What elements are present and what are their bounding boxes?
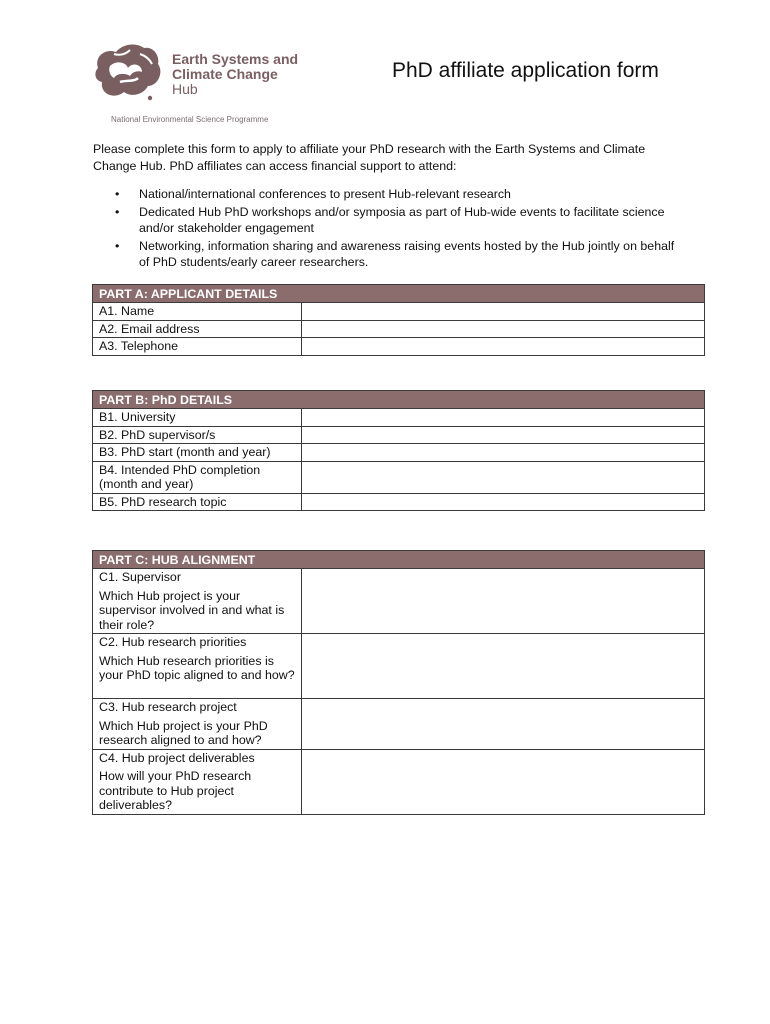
part-b-header: PART B: PhD DETAILS [93, 391, 705, 409]
field-label: A1. Name [93, 303, 302, 321]
page-title: PhD affiliate application form [392, 59, 659, 82]
list-item [115, 238, 685, 271]
phd-start-field[interactable] [302, 444, 705, 462]
logo-line-1: Earth Systems and [172, 51, 299, 67]
benefits-list [115, 186, 685, 272]
table-row [93, 320, 705, 338]
table-header-row [93, 391, 705, 409]
email-field[interactable] [302, 320, 705, 338]
field-label: B1. University [93, 409, 302, 427]
table-header-row [93, 285, 705, 303]
research-priorities-field[interactable] [302, 634, 705, 699]
table-header-row [93, 551, 705, 569]
part-c-table [92, 550, 705, 815]
research-topic-field[interactable] [302, 493, 705, 511]
supervisor-role-field[interactable] [302, 569, 705, 634]
table-row [93, 699, 705, 750]
question-cell [93, 699, 302, 750]
question-label: C4. Hub project deliverables [99, 750, 255, 765]
hub-logo [92, 40, 322, 125]
list-item-text: National/international conferences to present Hub-relevant research [139, 187, 511, 201]
question-cell [93, 749, 302, 814]
earth-systems-logo-icon [92, 42, 164, 104]
question-cell [93, 569, 302, 634]
field-label: B5. PhD research topic [93, 493, 302, 511]
telephone-field[interactable] [302, 338, 705, 356]
question-text: Which Hub project is your supervisor involved in and what is their role? [99, 588, 285, 632]
table-row [93, 426, 705, 444]
field-label: B2. PhD supervisor/s [93, 426, 302, 444]
logo-subtitle: National Environmental Science Programme [111, 115, 269, 124]
table-row [93, 749, 705, 814]
research-project-field[interactable] [302, 699, 705, 750]
table-row [93, 461, 705, 493]
table-row [93, 303, 705, 321]
logo-line-3: Hub [172, 81, 198, 97]
field-label: B3. PhD start (month and year) [93, 444, 302, 462]
part-a-table [92, 284, 705, 356]
project-deliverables-field[interactable] [302, 749, 705, 814]
question-text: How will your PhD research contribute to Hub project deliverables? [99, 769, 252, 812]
university-field[interactable] [302, 409, 705, 427]
bullet-icon: • [115, 187, 120, 201]
part-a-header: PART A: APPLICANT DETAILS [93, 285, 705, 303]
question-label: C2. Hub research priorities [99, 635, 247, 649]
list-item [115, 204, 685, 237]
question-cell [93, 634, 302, 699]
list-item-text: Networking, information sharing and awareness raising events hosted by the Hub jointly on behalf of PhD students/early career researchers. [139, 238, 675, 269]
table-row [93, 569, 705, 634]
field-label: A2. Email address [93, 320, 302, 338]
logo-line-2: Climate Change [172, 66, 278, 82]
list-item-text: Dedicated Hub PhD workshops and/or symposia as part of Hub-wide events to facilitate science and/or stakeholder engagement [139, 204, 665, 235]
logo-wordmark [172, 52, 298, 82]
phd-completion-field[interactable] [302, 461, 705, 493]
question-text: Which Hub project is your PhD research aligned to and how? [99, 718, 268, 747]
question-label: C1. Supervisor [99, 570, 181, 584]
field-label: A3. Telephone [93, 338, 302, 356]
supervisor-field[interactable] [302, 426, 705, 444]
table-row [93, 338, 705, 356]
field-label: B4. Intended PhD completion (month and year) [93, 461, 302, 493]
list-item [115, 186, 685, 203]
name-field[interactable] [302, 303, 705, 321]
table-row [93, 493, 705, 511]
question-label: C3. Hub research project [99, 700, 237, 714]
question-text: Which Hub research priorities is your PhD topic aligned to and how? [99, 653, 295, 682]
table-row [93, 634, 705, 699]
bullet-icon: • [115, 204, 120, 219]
bullet-icon: • [115, 238, 120, 253]
part-c-header: PART C: HUB ALIGNMENT [93, 551, 705, 569]
table-row [93, 444, 705, 462]
part-b-table [92, 390, 705, 511]
table-row [93, 409, 705, 427]
intro-paragraph: Please complete this form to apply to affiliate your PhD research with the Earth Systems and Climate Change Hub. PhD affiliates can access financial support to attend: [93, 142, 646, 173]
